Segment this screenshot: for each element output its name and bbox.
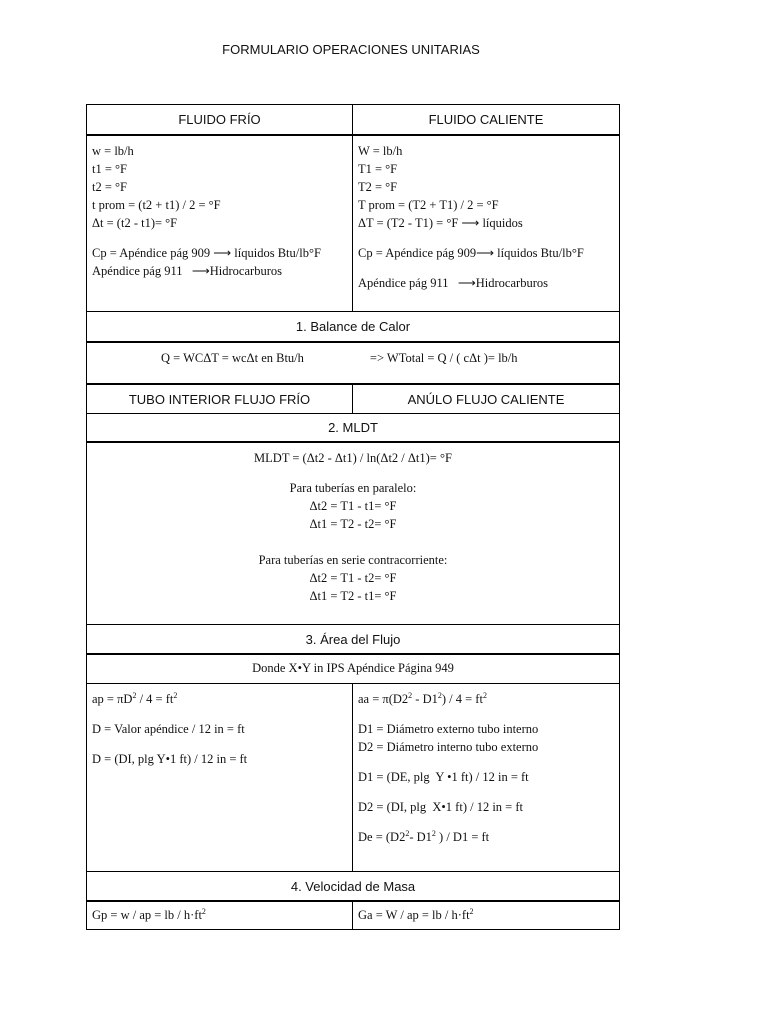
aa-formula: aa = $\pi(D2^2 - D1^2) / 4 = ft^2$ bbox=[358, 691, 487, 706]
parallel-title: Para tuberías en paralelo: bbox=[289, 481, 417, 495]
cold-delta-t: Δt = (t2 - t1)= °F bbox=[92, 216, 178, 230]
ga-formula: Ga = W / ap = lb / $h\cdot ft^2$ bbox=[358, 907, 474, 922]
cold-fluid-header: FLUIDO FRÍO bbox=[87, 105, 353, 134]
cold-flow-rate: w = lb/h bbox=[92, 144, 134, 158]
tube-inner-header: TUBO INTERIOR FLUJO FRÍO bbox=[87, 385, 353, 413]
d-calc: D = (DI, plg Y•1 ft) / 12 in = ft bbox=[92, 752, 248, 766]
document-title: FORMULARIO OPERACIONES UNITARIAS bbox=[222, 42, 480, 57]
cold-fluid-properties bbox=[87, 136, 353, 311]
heat-balance-q: Q = WCΔT = wcΔt en Btu/h bbox=[161, 351, 304, 365]
d2-definition: D2 = Diámetro interno tubo externo bbox=[358, 740, 539, 754]
section-heat-balance-row bbox=[87, 312, 619, 343]
section-mldt-heading: 2. MLDT bbox=[328, 420, 378, 435]
hot-flow-rate: W = lb/h bbox=[358, 144, 403, 158]
section-flow-area-heading: 3. Área del Flujo bbox=[305, 631, 401, 647]
section-mldt-row bbox=[87, 414, 619, 443]
cold-t2: t2 = °F bbox=[92, 180, 127, 194]
cold-t1: t1 = °F bbox=[92, 162, 127, 176]
mldt-row bbox=[87, 443, 619, 625]
annulus-header: ANÚLO FLUJO CALIENTE bbox=[407, 391, 565, 407]
flow-header-row bbox=[87, 385, 619, 414]
hot-fluid-properties bbox=[353, 136, 619, 311]
series-delta-t2: Δt2 = T1 - t2= °F bbox=[309, 571, 397, 585]
d2-calc: D2 = (DI, plg X•1 ft) / 12 in = ft bbox=[358, 800, 523, 814]
de-formula: $De = (D2^2-$ $D1^2$ ) / D1 = ft bbox=[358, 829, 490, 844]
cold-t-prom: t prom = (t2 + t1) / 2 = °F bbox=[92, 198, 221, 212]
inner-tube-area bbox=[87, 684, 353, 871]
flow-area-row bbox=[87, 684, 619, 872]
ap-formula: ap = $\pi D^2 / 4 = ft^2$ bbox=[92, 691, 178, 706]
formula-table bbox=[86, 104, 620, 930]
section-heat-balance-heading: 1. Balance de Calor bbox=[295, 319, 411, 334]
fluid-properties-row bbox=[87, 136, 619, 312]
d1-definition: D1 = Diámetro externo tubo interno bbox=[358, 722, 539, 736]
ips-note: Donde X•Y in IPS Apéndice Página 949 bbox=[252, 661, 454, 675]
series-delta-t1: Δt1 = T2 - t1= °F bbox=[309, 589, 397, 603]
hot-cp: Cp = Apéndice pág 909⟶ líquidos Btu/lb°F bbox=[358, 246, 584, 260]
gp-formula: Gp = w / ap = lb / $h\cdot ft^2$ bbox=[87, 902, 353, 929]
hot-delta-t: ΔT = (T2 - T1) = °F ⟶ líquidos bbox=[358, 216, 523, 230]
section-mass-velocity-row bbox=[87, 872, 619, 902]
parallel-delta-t2: Δt2 = T1 - t1= °F bbox=[309, 499, 397, 513]
section-mass-velocity-heading: 4. Velocidad de Masa bbox=[290, 878, 416, 894]
parallel-delta-t1: Δt1 = T2 - t2= °F bbox=[309, 517, 397, 531]
mldt-formula: MLDT = (Δt2 - Δt1) / ln(Δt2 / Δt1)= °F bbox=[254, 451, 452, 465]
section-flow-area-row bbox=[87, 625, 619, 655]
mass-velocity-row bbox=[87, 902, 619, 930]
heat-balance-row bbox=[87, 343, 619, 385]
series-title: Para tuberías en serie contracorriente: bbox=[258, 553, 448, 567]
hot-t2: T2 = °F bbox=[358, 180, 398, 194]
cold-cp: Cp = Apéndice pág 909 ⟶ líquidos Btu/lb°F bbox=[92, 246, 321, 260]
d-appendix: D = Valor apéndice / 12 in = ft bbox=[92, 722, 245, 736]
cold-hydrocarbons: Apéndice pág 911 ⟶Hidrocarburos bbox=[92, 264, 282, 278]
heat-balance-wtotal: => WTotal = Q / ( cΔt )= lb/h bbox=[369, 351, 518, 365]
hot-t-prom: T prom = (T2 + T1) / 2 = °F bbox=[358, 198, 499, 212]
heat-balance-formulas bbox=[87, 343, 619, 383]
ips-note-row bbox=[87, 655, 619, 684]
mldt-formulas bbox=[87, 443, 619, 624]
annulus-area bbox=[353, 684, 619, 871]
hot-t1: T1 = °F bbox=[358, 162, 398, 176]
d1-calc: D1 = (DE, plg Y •1 ft) / 12 in = ft bbox=[358, 770, 529, 784]
hot-hydrocarbons: Apéndice pág 911 ⟶Hidrocarburos bbox=[358, 276, 548, 290]
fluid-header-row bbox=[87, 105, 619, 136]
hot-fluid-header: FLUIDO CALIENTE bbox=[428, 112, 544, 127]
